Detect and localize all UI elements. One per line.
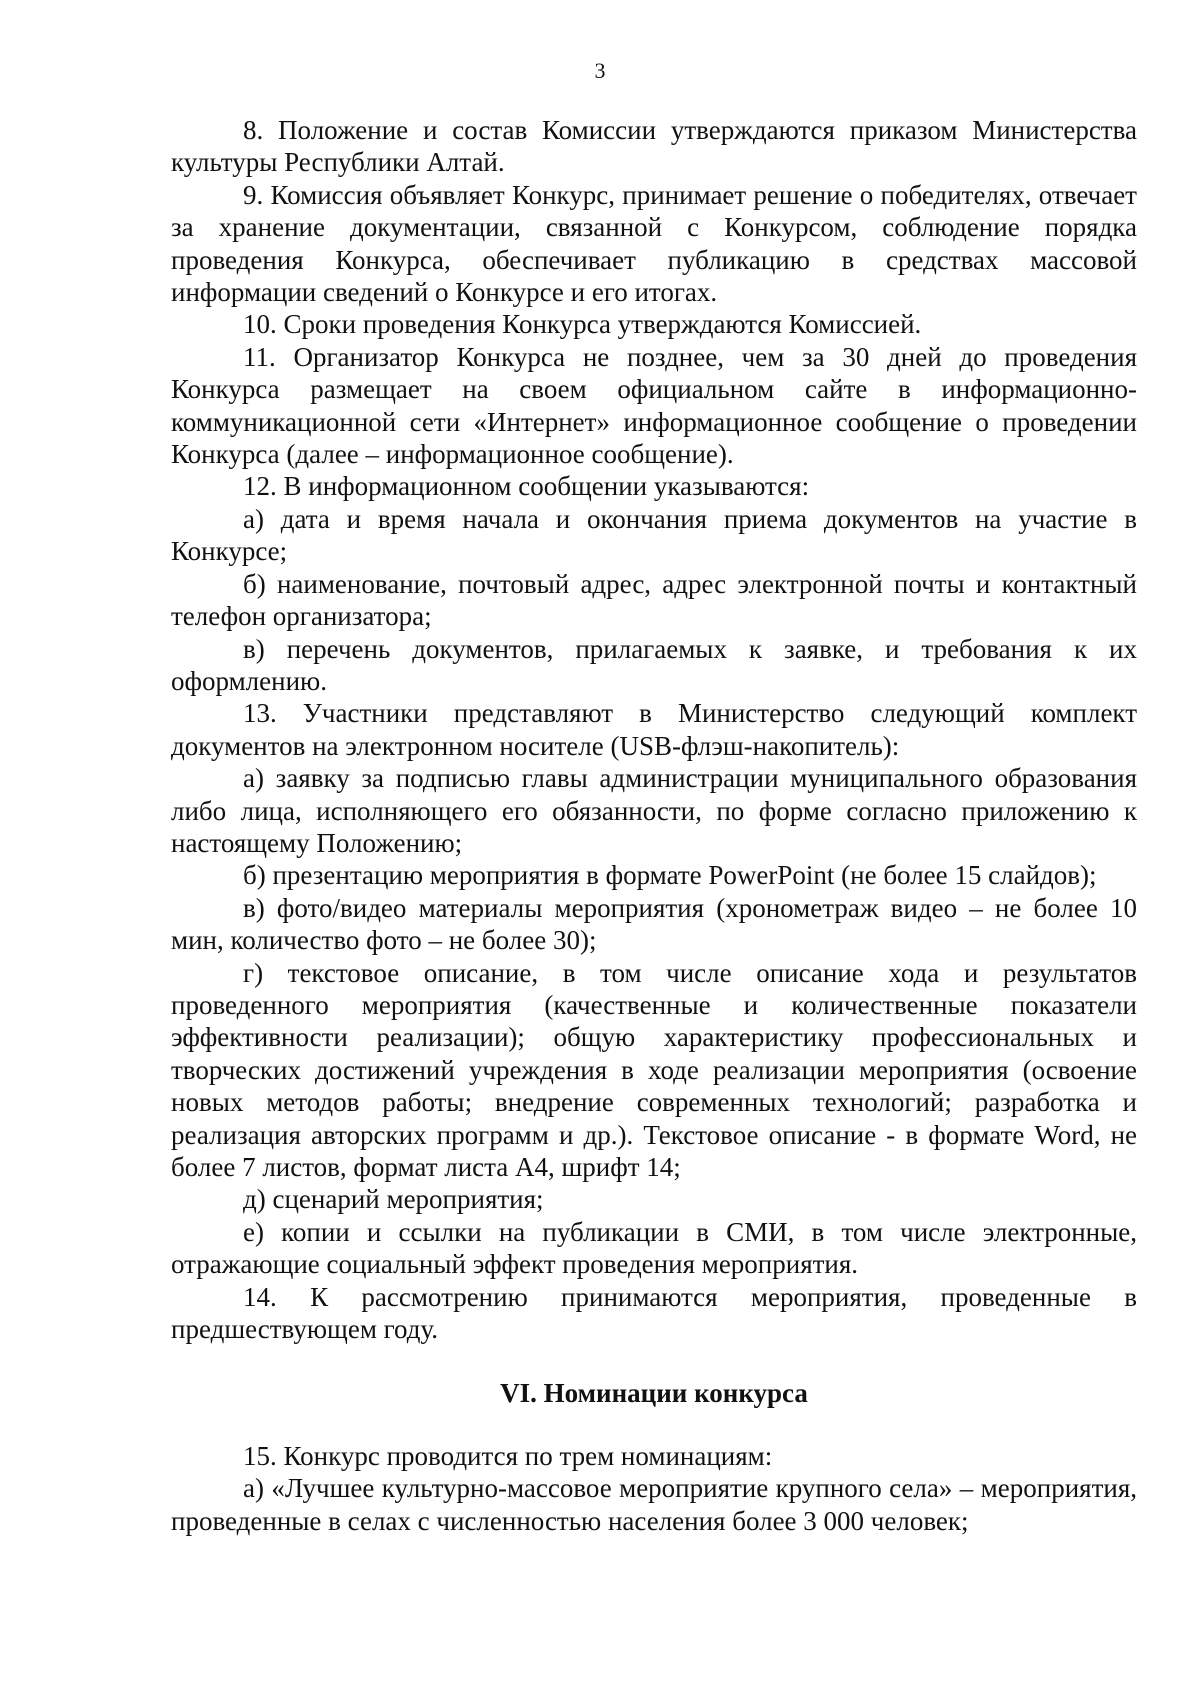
paragraph-8: 8. Положение и состав Комиссии утверждаются приказом Министерства культуры Республики Алтай. — [171, 115, 1137, 178]
paragraph-12-item-v: в) перечень документов, прилагаемых к заявке, и требования к их оформлению. — [171, 633, 1137, 696]
paragraph-13-item-e: е) копии и ссылки на публикации в СМИ, в том числе электронные, отражающие социальный эффект проведения мероприятия. — [171, 1216, 1137, 1280]
paragraph-10: 10. Сроки проведения Конкурса утверждаются Комиссией. — [243, 309, 922, 340]
paragraph-13: 13. Участники представляют в Министерство следующий комплект документов на электронном носителе (USB-флэш-накопитель): — [171, 698, 1137, 761]
page-number: 3 — [594, 58, 606, 83]
paragraph-14: 14. К рассмотрению принимаются мероприятия, проведенные в предшествующем году. — [171, 1281, 1137, 1345]
paragraph-11: 11. Организатор Конкурса не позднее, чем за 30 дней до проведения Конкурса размещает на своем официальном сайте в информационно-коммуникационной сети «Интернет» информационное сообщение о проведении Конкурса (далее – информационное сообщение). — [171, 341, 1137, 470]
section-heading: VI. Номинации конкурса — [500, 1378, 808, 1409]
paragraph-13-item-d: д) сценарий мероприятия; — [243, 1184, 544, 1215]
document-body — [171, 114, 1137, 1537]
paragraph-12-item-a: а) дата и время начала и окончания приема документов на участие в Конкурсе; — [171, 503, 1137, 567]
paragraph-12-item-b: б) наименование, почтовый адрес, адрес электронной почты и контактный телефон организатора; — [171, 568, 1137, 632]
paragraph-13-item-b: б) презентацию мероприятия в формате PowerPoint (не более 15 слайдов); — [243, 860, 1097, 891]
paragraph-13-item-g: г) текстовое описание, в том числе описание хода и результатов проведенного мероприятия (качественные и количественные показатели эффективности реализации); общую характеристику профессиональных и творческих достижений учреждения в ходе реализации мероприятия (освоение новых методов работы; внедрение современных технологий; разработка и реализация авторских программ и др.). Текстовое описание - в формате Word, не более 7 листов, формат листа А4, шрифт 14; — [171, 957, 1137, 1182]
paragraph-15: 15. Конкурс проводится по трем номинациям: — [243, 1440, 773, 1471]
paragraph-12: 12. В информационном сообщении указываются: — [243, 471, 810, 502]
paragraph-9: 9. Комиссия объявляет Конкурс, принимает решение о победителях, отвечает за хранение документации, связанной с Конкурсом, соблюдение порядка проведения Конкурса, обеспечивает публикацию в средствах массовой информации сведений о Конкурсе и его итогах. — [171, 179, 1137, 308]
paragraph-15-item-a: а) «Лучшее культурно-массовое мероприятие крупного села» – мероприятия, проведенные в селах с численностью населения более 3 000 человек; — [171, 1473, 1137, 1536]
paragraph-13-item-v: в) фото/видео материалы мероприятия (хронометраж видео – не более 10 мин, количество фото – не более 30); — [171, 892, 1137, 956]
paragraph-13-item-a: а) заявку за подписью главы администрации муниципального образования либо лица, исполняющего его обязанности, по форме согласно приложению к настоящему Положению; — [171, 763, 1137, 858]
